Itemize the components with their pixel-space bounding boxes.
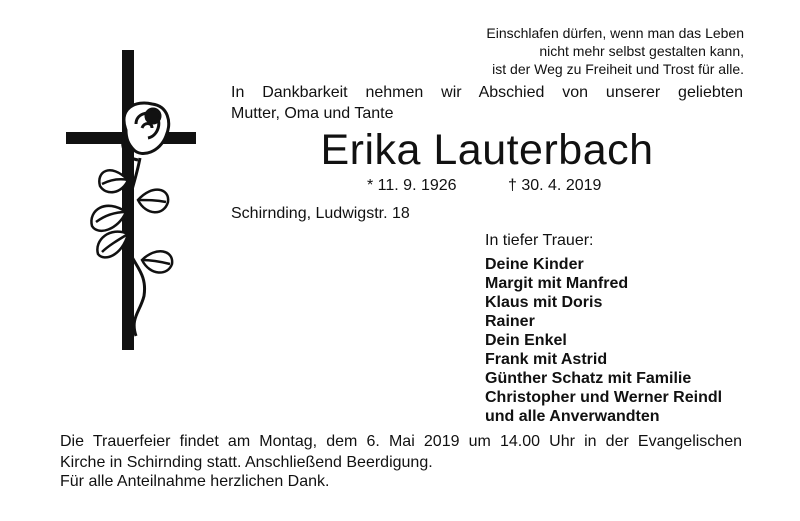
cross-with-rose-graphic — [56, 50, 196, 380]
mourner-name: Margit mit Manfred — [485, 275, 629, 292]
cross-with-rose-icon — [56, 50, 196, 380]
thanks-line: Für alle Anteilnahme herzlichen Dank. — [60, 473, 330, 490]
mourner-name: Frank mit Astrid — [485, 351, 608, 368]
intro-text — [231, 82, 743, 124]
intro-line: In Dankbarkeit nehmen wir Abschied von unserer geliebten — [231, 84, 743, 101]
death-date: † 30. 4. 2019 — [508, 177, 602, 194]
poem-quote — [440, 24, 744, 78]
poem-line: ist der Weg zu Freiheit und Trost für alle. — [492, 61, 744, 77]
mourner-name: Deine Kinder — [485, 256, 584, 273]
service-line: Die Trauerfeier findet am Montag, dem 6. Mai 2019 um 14.00 Uhr in der Evangelischen — [60, 433, 742, 450]
mourner-name: Günther Schatz mit Familie — [485, 370, 692, 387]
mourner-name: Dein Enkel — [485, 332, 567, 349]
intro-line: Mutter, Oma und Tante — [231, 105, 394, 122]
deceased-name: Erika Lauterbach — [320, 126, 654, 174]
mourner-name: Christopher und Werner Reindl — [485, 389, 723, 406]
funeral-service-info — [60, 431, 742, 473]
mourners-heading: In tiefer Trauer: — [485, 232, 594, 249]
mourner-name: Rainer — [485, 313, 535, 330]
service-line: Kirche in Schirnding statt. Anschließend Beerdigung. — [60, 454, 433, 471]
mourners-list — [485, 231, 785, 426]
poem-line: nicht mehr selbst gestalten kann, — [539, 43, 744, 59]
poem-line: Einschlafen dürfen, wenn man das Leben — [486, 25, 744, 41]
mourner-name: und alle Anverwandten — [485, 408, 660, 425]
birth-date: * 11. 9. 1926 — [367, 177, 457, 194]
deceased-address: Schirnding, Ludwigstr. 18 — [231, 205, 410, 222]
mourner-name: Klaus mit Doris — [485, 294, 603, 311]
